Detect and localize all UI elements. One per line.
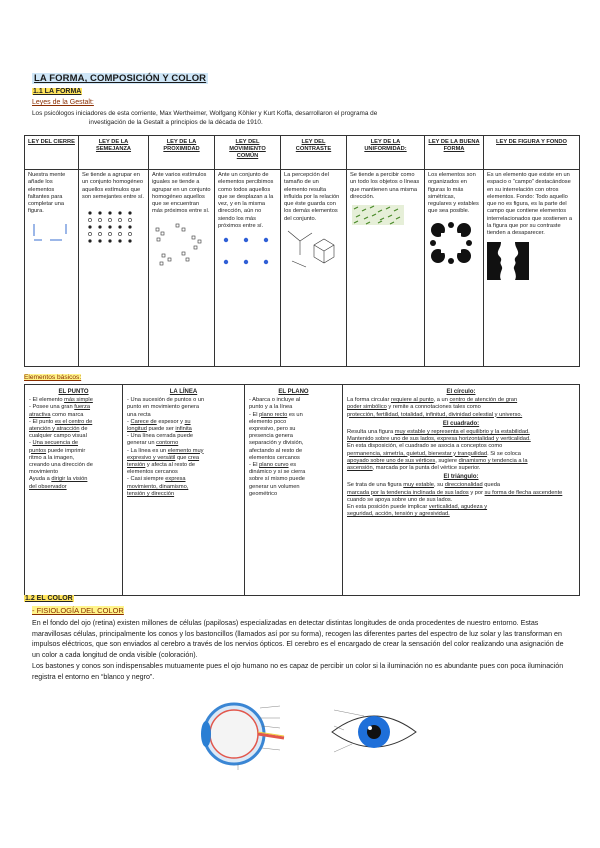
fisiologia-heading: - FISIOLOGÍA DEL COLOR bbox=[32, 606, 124, 615]
law-cell-uniformidad bbox=[347, 170, 425, 367]
law-text: La percepción del tamaño de un elemento resulta influida por la relación que éste guarda con los demás elementos del conjunto. bbox=[284, 172, 340, 222]
law-cell-cierre bbox=[25, 170, 79, 367]
law-cell-figura-fondo bbox=[484, 170, 580, 367]
circulo-title: El círculo: bbox=[446, 389, 476, 395]
law-name: LEY DEL MOVIMIENTO COMÚN bbox=[215, 136, 281, 170]
law-name: LEY DE LA UNIFORMIDAD: bbox=[347, 136, 425, 170]
plano-title: EL PLANO bbox=[278, 389, 309, 395]
law-text: Se tiende a percibir como un todo los objetos o líneas que mantienen una misma dirección. bbox=[350, 172, 420, 200]
punto-title: EL PUNTO bbox=[58, 389, 89, 395]
law-text: Ante un conjunto de elementos percibimos como todos aquellos que se desplazan a la vez, y en la misma dirección, aún no siendo los más próximos entre sí. bbox=[218, 172, 274, 230]
law-cell-contraste bbox=[281, 170, 347, 367]
law-cell-movimiento bbox=[215, 170, 281, 367]
law-text: Se tiende a agrupar en un conjunto homogéneo aquellos estímulos que son semejantes entre sí. bbox=[82, 172, 144, 200]
eye-anatomy-diagram bbox=[198, 698, 288, 772]
law-name: LEY DE LA PROXIMIDAD bbox=[149, 136, 215, 170]
linea-cell: LA LÍNEA - Una sucesión de puntos o un punto en movimiento genera una recta - Carece de espesor y su longitud puede ser infinita - Una línea cerrada puede generar un contorno - La línea es un elemento muy expresivo y versátil que crea tensión y afecta al resto de elementos cercanos - Casi siempre expresa movimiento, dinamismo, tensión y dirección bbox=[123, 385, 245, 596]
common-motion-illustration bbox=[218, 234, 276, 268]
uniformity-illustration bbox=[350, 205, 406, 227]
punto-cell: EL PUNTO - El elemento más simple - Posee una gran fuerza atractiva como marca - El punto es el centro de atención y atracción de cualquier campo visual - Una secuencia de puntos puede imprimir ritmo a la imagen, creando una dirección de movimiento Ayuda a dirigir la visión del observador bbox=[25, 385, 123, 596]
fisiologia-paragraph-2: Los bastones y conos son indispensables mutuamente pues el ojo humano no es capaz de percibir un color si la iluminación no es abundante pues con poca iluminación registra el entorno en “blanco y negro”. bbox=[32, 661, 564, 681]
cuadrado-title: El cuadrado: bbox=[442, 420, 480, 427]
gestalt-intro-continuation: investigación de la Gestalt a principios de la década de 1910. bbox=[89, 119, 263, 126]
law-text: Nuestra mente añade los elementos faltantes para completar una figura. bbox=[28, 172, 66, 215]
law-name: LEY DEL CIERRE bbox=[25, 136, 79, 170]
law-name: LEY DE LA BUENA FORMA bbox=[425, 136, 484, 170]
law-cell-proximidad bbox=[149, 170, 215, 367]
law-name: LEY DE LA SEMEJANZA bbox=[79, 136, 149, 170]
law-text: Es un elemento que existe en un espacio o “campo” destacándose en su interrelación con otros elementos. Fondo: Todo aquello que no es figura, es la parte del campo que contiene elementos interrelacionados que sostienen a la figura que por su contraste tienden a desaparecer. bbox=[487, 172, 573, 237]
law-text: Ante varios estímulos iguales se tiende a agrupar en un conjunto homogéneo aquellos que se encuentran más próximos entre sí. bbox=[152, 172, 211, 215]
fisiologia-text bbox=[32, 618, 572, 682]
gestalt-laws-table bbox=[24, 135, 580, 367]
external-eye-diagram bbox=[324, 700, 424, 764]
law-name: LEY DEL CONTRASTE bbox=[281, 136, 347, 170]
proximity-illustration bbox=[152, 220, 208, 270]
basic-elements-table bbox=[24, 384, 580, 596]
contrast-illustration bbox=[284, 227, 342, 273]
good-form-illustration bbox=[428, 220, 474, 266]
basic-elements-label: Elementos básicos: bbox=[24, 374, 82, 381]
triangulo-title: El triángulo: bbox=[443, 474, 479, 481]
similarity-dots-illustration bbox=[82, 207, 142, 247]
plano-cell: EL PLANO - Abarca o incluye al punto y a la línea - El plano recto es un elemento poco expresivo, pero su presencia genera separación y división, afectando al resto de elementos cercanos - El plano curvo es dinámico y si se cierra sobre sí mismo puede generar un volumen geométrico bbox=[245, 385, 343, 596]
gestalt-intro: Los psicólogos iniciadores de esta corriente, Max Wertheimer, Wolfgang Köhler y Kurt Koffa, desarrollaron el programa de bbox=[32, 110, 378, 117]
shapes-cell: El círculo: La forma circular requiere al punto, a un centro de atención de gran poder simbólico y remite a connotaciones tales como protección, fertilidad, totalidad, infinitud, divinidad celestial y universo. El cuadrado: Resulta una figura muy estable y representa el equilibrio y la estabilidad. Mantenido sobre uno de sus lados, expresa horizontalidad y verticalidad. En esta disposición, el cuadrado se asocia a conceptos como permanencia, simetría, quietud, bienestar y tranquilidad. Si se coloca apoyado sobre uno de sus vértices, sugiere dinamismo y tendencia a la ascensión, marcada por la punta del vértice superior. El triángulo: Se trata de una figura muy estable, su direccionalidad queda marcada por la tendencia inclinada de sus lados y por su forma de flecha ascendente cuando se apoya sobre uno de sus lados. En esta posición puede implicar verticalidad, agudeza y seguridad, acción, tensión y agresividad. bbox=[343, 385, 580, 596]
section-heading-forma: 1.1 LA FORMA bbox=[33, 88, 82, 95]
fisiologia-paragraph-1: En el fondo del ojo (retina) existen millones de células (papilosas) especializadas en detectar distintas longitudes de onda procedentes de nuestro entorno. Estas maravillosas células, principalmente los conos y los bastoncillos (llamados así por su forma), recogen las diferentes partes del espectro de luz solar y las transforman en impulsos eléctricos, que son enviados al cerebro a través de los nervios ópticos. El cerebro es el encargado de crear la sensación del color realizando una asignación de un color a cada longitud de onda visible (coloración). bbox=[32, 619, 564, 660]
gestalt-heading: Leyes de la Gestalt: bbox=[32, 99, 94, 106]
closure-illustration bbox=[28, 222, 72, 246]
linea-title: LA LÍNEA bbox=[169, 389, 198, 395]
law-cell-semejanza bbox=[79, 170, 149, 367]
law-text: Los elementos son organizados en figuras lo más simétricas, regulares y estables que sea posible. bbox=[428, 172, 479, 215]
law-cell-buena-forma bbox=[425, 170, 484, 367]
page-title: LA FORMA, COMPOSICIÓN Y COLOR bbox=[34, 73, 207, 84]
section-heading-color: 1.2 EL COLOR bbox=[25, 595, 73, 602]
figure-ground-illustration bbox=[487, 242, 529, 280]
law-name: LEY DE FIGURA Y FONDO bbox=[484, 136, 580, 170]
